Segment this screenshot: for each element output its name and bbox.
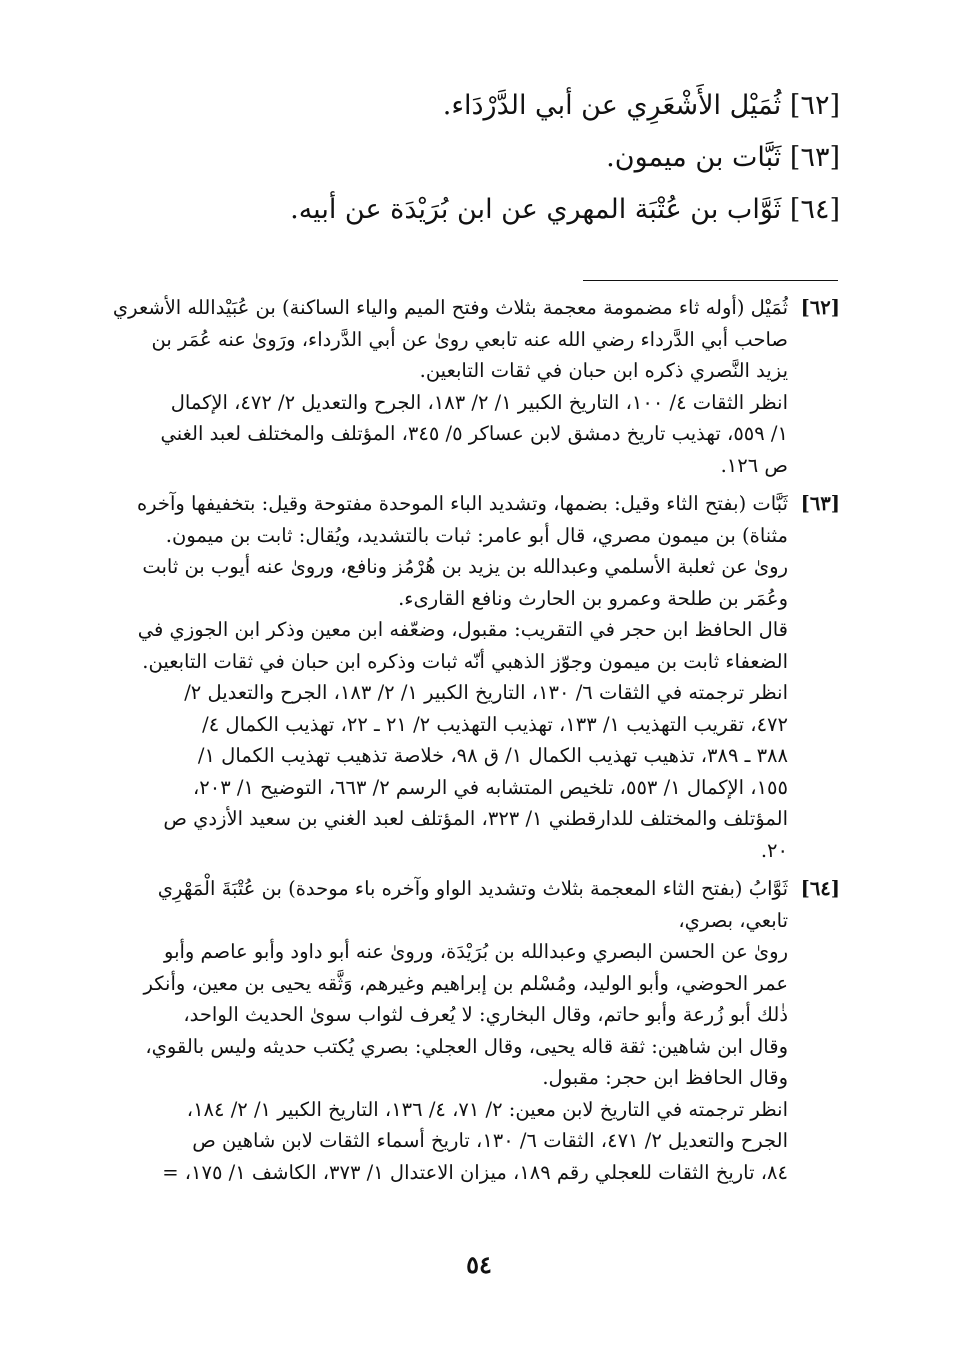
footnote-number: [٦٣]	[800, 492, 840, 515]
footnote-line: يزيد النَّصري ذكره ابن حبان في ثقات التابعين.	[419, 359, 788, 382]
footnote-line: ٣٨٨ ـ ٣٨٩، تذهيب تهذيب الكمال ١/ ق ٩٨، خلاصة تذهيب تهذيب الكمال ١/	[197, 744, 788, 767]
footnote-line: عمر الحوضي، وأبو الوليد، ومُسْلم بن إبراهيم وغيرهم، وَثَّقه يحيى بن معين، وأنكر	[143, 971, 788, 995]
footnote-line: ثُمَيْل (أوله ثاء مضمومة معجمة بثلاث وفتح الميم والياء الساكنة) بن عُبَيْدالله الأشعري	[112, 296, 788, 319]
entry-number: [٦٤]	[789, 194, 840, 225]
footnote-line: وقال ابن شاهين: ثقة قاله يحيى، وقال العجلي: بصري يُكتب حديثه وليس بالقوي،	[145, 1034, 788, 1058]
main-entries	[170, 88, 840, 244]
entry-number: [٦٢]	[789, 90, 840, 121]
footnote-63	[92, 488, 840, 866]
footnote-line: انظر ترجمته في الثقات ٦/ ١٣٠، التاريخ الكبير ١/ ٢/ ١٨٣، الجرح والتعديل ٢/	[184, 681, 788, 704]
footnote-line: ثَبَّات (بفتح الثاء وقيل: بضمها، وتشديد الباء الموحدة مفتوحة وقيل: بتخفيفها وآخره	[136, 492, 788, 515]
entry-text: ثَبَّات بن ميمون.	[606, 142, 782, 173]
footnote-line: ١/ ٥٥٩، تهذيب تاريخ دمشق لابن عساكر ٥/ ٣٤٥، المؤتلف والمختلف لعبد الغني	[160, 422, 788, 445]
footnote-number: [٦٢]	[800, 296, 840, 319]
page-number: ٥٤	[466, 1250, 492, 1279]
footnote-line: مثناة) بن ميمون مصري، قال أبو عامر: ثبات بالتشديد، ويُقال: ثابت بن ميمون.	[165, 523, 788, 547]
footnote-64	[92, 873, 840, 1188]
footnote-line: ١٥٥، الإكمال ١/ ٥٥٣، تلخيص المتشابه في الرسم ٢/ ٦٦٣، التوضيح ١/ ٢٠٣،	[192, 775, 788, 799]
footnote-line: المؤتلف والمختلف للدارقطني ١/ ٣٢٣، المؤتلف لعبد الغني بن سعيد الأزدي ص	[163, 807, 788, 830]
main-entry	[170, 140, 840, 192]
footnote-line: ثَوَّابُ (بفتح الثاء المعجمة بثلاث وتشديد الواو وآخره باء موحدة) بن عُتْبَةَ الْمَهْرِي	[157, 877, 788, 900]
footnote-line: تابعي، بصري،	[678, 908, 788, 932]
footnote-line: قال الحافظ ابن حجر في التقريب: مقبول، وضعّفه ابن معين وذكر ابن الجوزي في	[137, 618, 788, 641]
main-entry	[170, 88, 840, 140]
footnote-line: ٢٠.	[760, 838, 788, 862]
footnote-line: صاحب أبي الدَّرداء رضي الله عنه تابعي روىٰ عن أبي الدَّرداء، ورَوىٰ عنه عُمَر بن	[151, 327, 788, 351]
entry-number: [٦٣]	[789, 142, 840, 173]
entry-text: ثُمَيْل الأَشْعَرِي عن أبي الدَّرْدَاء.	[442, 90, 782, 121]
footnote-line: انظر ترجمته في التاريخ لابن معين: ٢/ ٧١، ٤/ ١٣٦، التاريخ الكبير ١/ ٢/ ١٨٤،	[186, 1097, 788, 1121]
footnote-line: وقال الحافظ ابن حجر: مقبول.	[542, 1066, 788, 1089]
footnote-line: وعُمَر بن طلحة وعمرو بن الحارث ونافع القارىء.	[398, 586, 788, 610]
main-entry	[170, 192, 840, 244]
footnote-line: روىٰ عن الحسن البصري وعبدالله بن بُرَيْدَة، وروىٰ عنه أبو داود وأبو عاصم وأبو	[164, 940, 788, 963]
footnotes	[92, 292, 840, 1195]
footnote-line: روىٰ عن ثعلبة الأسلمي وعبدالله بن يزيد بن هُرْمُز ونافع، وروىٰ عنه أيوب بن ثابت	[142, 555, 788, 578]
footnote-line: الضعفاء ثابت بن ميمون وجوّز الذهبي أنّه ثبات وذكره ابن حبان في ثقات التابعين.	[142, 649, 788, 673]
footnote-line: الجرح والتعديل ٢/ ٤٧١، الثقات ٦/ ١٣٠، تاريخ أسماء الثقات لابن شاهين ص	[192, 1129, 788, 1152]
footnote-62	[92, 292, 840, 481]
footnote-line: ذٰلك أبو زُرعة وأبو حاتم، وقال البخاري: لا يُعرف لثواب سوىٰ الحديث الواحد،	[183, 1003, 788, 1026]
footnote-line: ٤٧٢، تقريب التهذيب ١/ ١٣٣، تهذيب التهذيب ٢/ ٢١ ـ ٢٢، تهذيب الكمال ٤/	[202, 712, 788, 736]
entry-text: ثَوَّاب بن عُتْبَة المهري عن ابن بُرَيْدَة عن أبيه.	[290, 194, 782, 225]
footnote-line: ص ١٢٦.	[720, 453, 788, 477]
footnote-line: انظر الثقات ٤/ ١٠٠، التاريخ الكبير ١/ ٢/ ١٨٣، الجرح والتعديل ٢/ ٤٧٢، الإكمال	[170, 390, 788, 414]
footnote-divider	[583, 280, 838, 281]
footnote-line: ٨٤، تاريخ الثقات للعجلي رقم ١٨٩، ميزان الاعتدال ١/ ٣٧٣، الكاشف ١/ ١٧٥، =	[162, 1160, 788, 1184]
footnote-number: [٦٤]	[800, 877, 840, 900]
